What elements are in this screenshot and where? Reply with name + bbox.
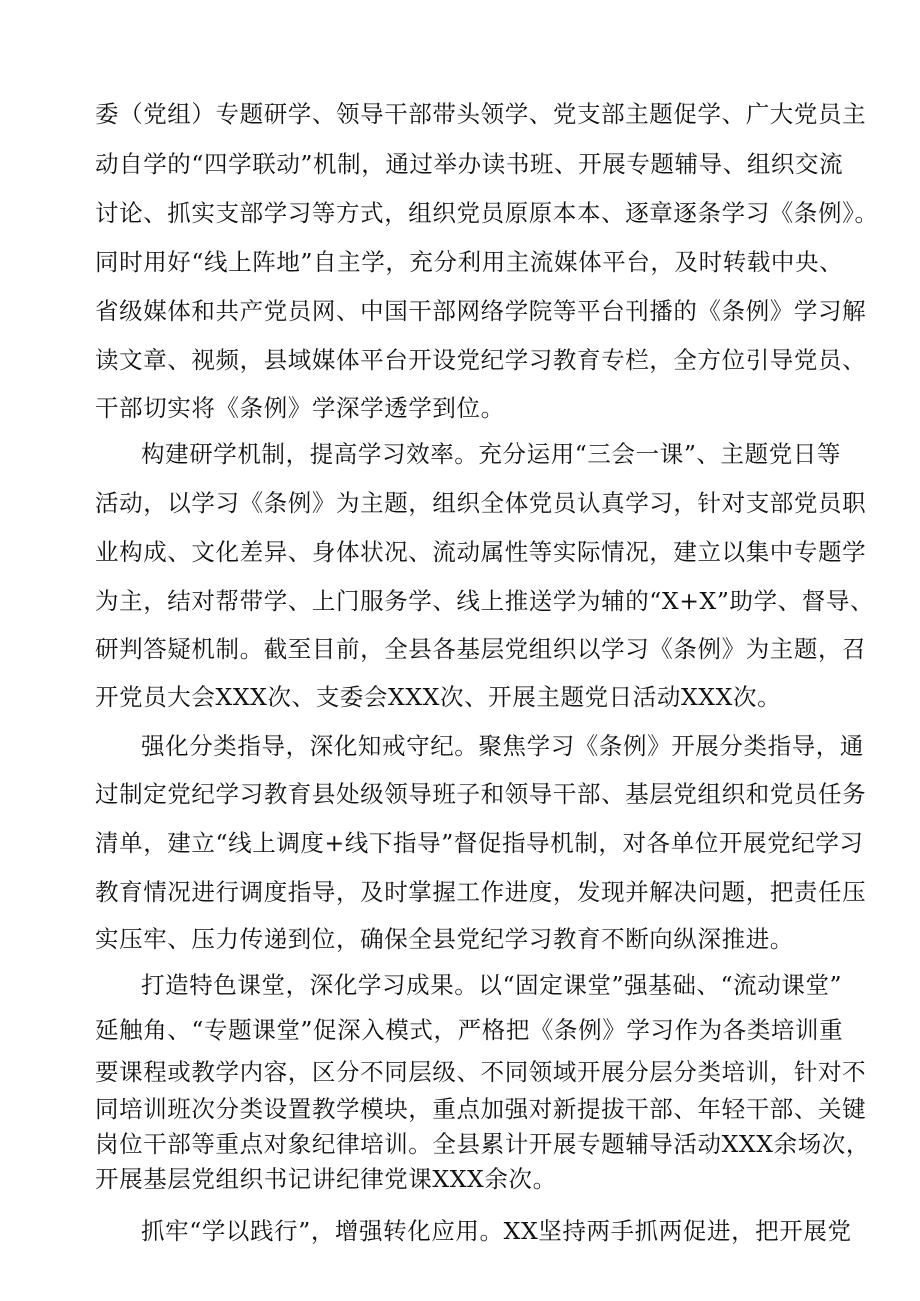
text-line: 教育情况进行调度指导，及时掌握工作进度，发现并解决问题，把责任压 [95,878,867,906]
text-line: 实压牢、压力传递到位，确保全县党纪学习教育不断向纵深推进。 [95,925,794,953]
paragraph-lead-line: 构建研学机制，提高学习效率。充分运用“三会一课”、主题党日等 [141,440,842,468]
text-line: 同培训班次分类设置教学模块，重点加强对新提拔干部、年轻干部、关键 [95,1095,867,1123]
text-line: 清单，建立“线上调度+线下指导”督促指导机制，对各单位开展党纪学习 [95,829,864,857]
paragraph-lead-line: 打造特色课堂，深化学习成果。以“固定课堂”强基础、“流动课堂” [141,971,843,999]
text-line: 同时用好“线上阵地”自主学，充分利用主流媒体平台，及时转载中央、 [95,248,844,276]
text-line: 开展基层党组织书记讲纪律党课XXX余次。 [95,1165,557,1193]
text-line: 业构成、文化差异、身体状况、流动属性等实际情况，建立以集中专题学 [95,538,867,566]
text-line: 委（党组）专题研学、领导干部带头领学、党支部主题促学、广大党员主 [95,100,867,128]
paragraph-lead-line: 强化分类指导，深化知戒守纪。聚焦学习《条例》开展分类指导，通 [141,732,864,760]
text-line: 延触角、“专题课堂”促深入模式，严格把《条例》学习作为各类培训重 [95,1016,844,1044]
text-line: 过制定党纪学习教育县处级领导班子和领导干部、基层党组织和党员任务 [95,780,867,808]
text-line: 开党员大会XXX次、支委会XXX次、开展主题党日活动XXX次。 [95,683,782,711]
paragraph-lead-line: 抓牢“学以践行”，增强转化应用。XX坚持两手抓两促进，把开展党 [141,1217,852,1245]
text-line: 活动，以学习《条例》为主题，组织全体党员认真学习，针对支部党员职 [95,489,867,517]
text-line: 干部切实将《条例》学深学透学到位。 [95,394,505,422]
text-line: 岗位干部等重点对象纪律培训。全县累计开展专题辅导活动XXX余场次， [95,1130,870,1158]
text-line: 研判答疑机制。截至目前，全县各基层党组织以学习《条例》为主题，召 [95,635,867,663]
text-line: 读文章、视频，县域媒体平台开设党纪学习教育专栏，全方位引导党员、 [95,346,867,374]
text-line: 要课程或教学内容，区分不同层级、不同领域开展分层分类培训，针对不 [95,1058,867,1086]
text-line: 动自学的“四学联动”机制，通过举办读书班、开展专题辅导、组织交流 [95,150,844,178]
text-line: 为主，结对帮带学、上门服务学、线上推送学为辅的“X+X”助学、督导、 [95,587,875,615]
text-line: 讨论、抓实支部学习等方式，组织党员原原本本、逐章逐条学习《条例》。 [95,199,879,227]
text-line: 省级媒体和共产党员网、中国干部网络学院等平台刊播的《条例》学习解 [95,297,867,325]
